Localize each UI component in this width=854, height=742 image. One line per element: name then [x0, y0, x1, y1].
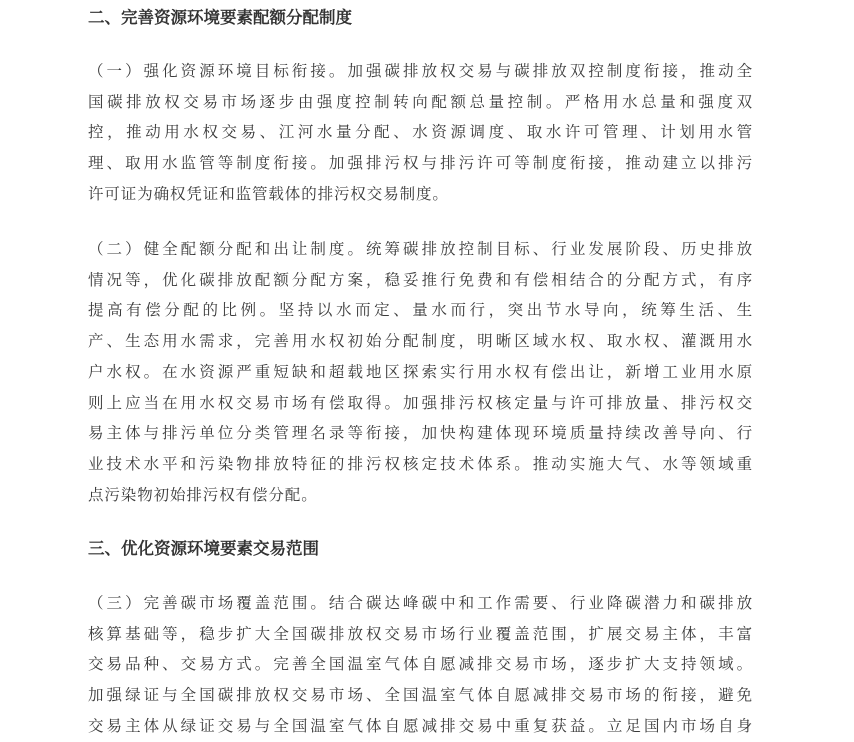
section-heading-2: 二、完善资源环境要素配额分配制度: [88, 8, 352, 27]
paragraph-line: 业技术水平和污染物排放特征的排污权核定技术体系。推动实施大气、水等领域重: [88, 454, 753, 473]
paragraph-3: [88, 588, 753, 742]
paragraph-line: 国碳排放权交易市场逐步由强度控制转向配额总量控制。严格用水总量和强度双: [88, 92, 753, 111]
paragraph-line: 交易主体从绿证交易与全国温室气体自愿减排交易中重复获益。立足国内市场自身: [88, 716, 753, 735]
paragraph-line: （二）健全配额分配和出让制度。统筹碳排放控制目标、行业发展阶段、历史排放: [88, 240, 753, 258]
paragraph-line: 控，推动用水权交易、江河水量分配、水资源调度、取水许可管理、计划用水管: [88, 123, 753, 142]
paragraph-line: 产、生态用水需求，完善用水权初始分配制度，明晰区域水权、取水权、灌溉用水: [88, 332, 753, 351]
paragraph-line: 情况等，优化碳排放配额分配方案，稳妥推行免费和有偿相结合的分配方式，有序: [88, 270, 753, 289]
paragraph-line: 核算基础等，稳步扩大全国碳排放权交易市场行业覆盖范围，扩展交易主体，丰富: [88, 624, 753, 643]
paragraph-line: 理、取用水监管等制度衔接。加强排污权与排污许可等制度衔接，推动建立以排污: [88, 154, 753, 173]
paragraph-line: 交易品种、交易方式。完善全国温室气体自愿减排交易市场，逐步扩大支持领域。: [88, 655, 753, 674]
paragraph-line: 点污染物初始排污权有偿分配。: [88, 485, 318, 504]
paragraph-2: [88, 234, 753, 510]
paragraph-line: （一）强化资源环境目标衔接。加强碳排放权交易与碳排放双控制度衔接，推动全: [88, 62, 753, 80]
paragraph-line: （三）完善碳市场覆盖范围。结合碳达峰碳中和工作需要、行业降碳潜力和碳排放: [88, 594, 753, 612]
paragraph-line: 提高有偿分配的比例。坚持以水而定、量水而行，突出节水导向，统筹生活、生: [88, 301, 753, 320]
paragraph-line: 许可证为确权凭证和监管载体的排污权交易制度。: [88, 184, 449, 203]
paragraph-line: 户水权。在水资源严重短缺和超载地区探索实行用水权有偿出让，新增工业用水原: [88, 362, 753, 381]
paragraph-line: 加强绿证与全国碳排放权交易市场、全国温室气体自愿减排交易市场的衔接，避免: [88, 686, 753, 705]
paragraph-line: 则上应当在用水权交易市场有偿取得。加强排污权核定量与许可排放量、排污权交: [88, 393, 753, 412]
paragraph-line: 易主体与排污单位分类管理名录等衔接，加快构建体现环境质量持续改善导向、行: [88, 424, 753, 443]
paragraph-1: [88, 56, 753, 210]
section-heading-3: 三、优化资源环境要素交易范围: [88, 539, 319, 558]
